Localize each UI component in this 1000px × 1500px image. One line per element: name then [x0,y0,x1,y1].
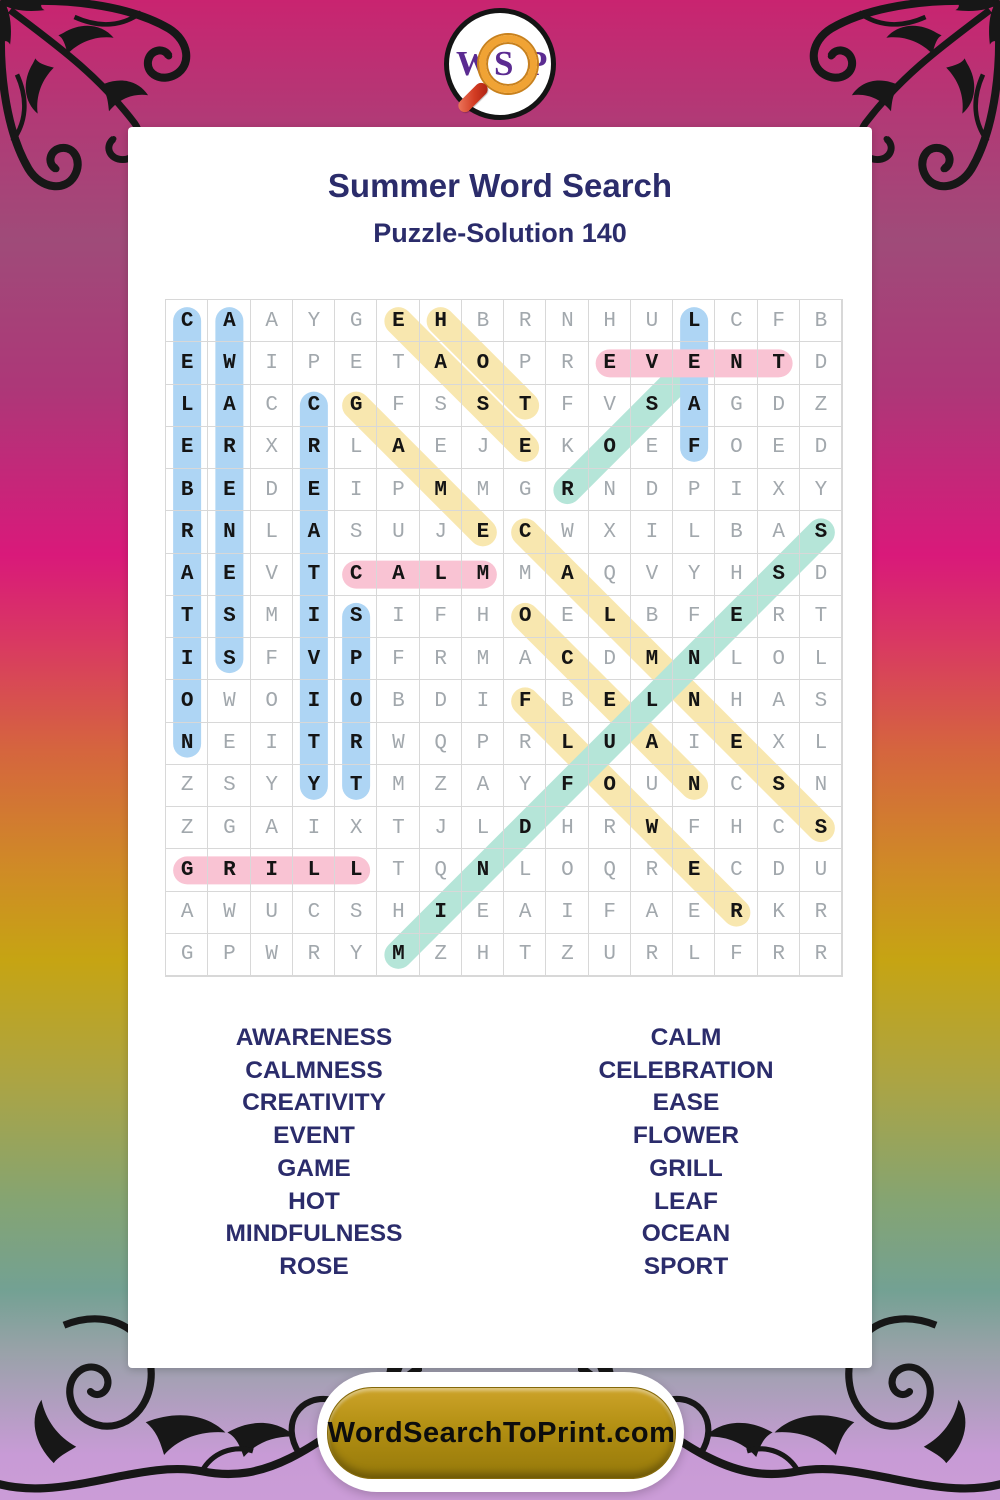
grid-cell: A [166,554,208,596]
word-list-item: EVENT [273,1122,355,1150]
grid-cell: A [251,807,293,849]
grid-cell: Z [546,934,588,976]
grid-cell: M [251,596,293,638]
grid-cell: T [293,554,335,596]
grid-cell: E [462,892,504,934]
grid-cell: S [420,385,462,427]
grid-cell: W [208,892,250,934]
grid-cell: A [631,892,673,934]
grid-cell: I [673,723,715,765]
grid-cell: E [377,300,419,342]
grid-cell: O [589,427,631,469]
word-list-item: GAME [277,1154,351,1182]
word-list-left-column [128,1022,500,1284]
grid-cell: A [546,554,588,596]
word-list-item: CALM [650,1024,722,1051]
grid-cell: F [420,596,462,638]
grid-cell: N [673,765,715,807]
grid-cell: Q [589,554,631,596]
grid-cell: E [335,342,377,384]
grid-cell: A [504,638,546,680]
grid-cell: M [420,469,462,511]
grid-cell: F [504,680,546,722]
grid-cell: I [462,680,504,722]
grid-cell: I [335,469,377,511]
grid-cell: R [715,892,757,934]
grid-cell: N [800,765,842,807]
grid-cell: T [377,342,419,384]
grid-cell: O [546,849,588,891]
grid-cell: C [715,300,757,342]
word-list-item: SPORT [643,1252,729,1280]
grid-cell: A [673,385,715,427]
grid-cell: A [208,385,250,427]
grid-cell: T [335,765,377,807]
grid-cell: F [251,638,293,680]
word-list-right-column [500,1022,872,1284]
grid-cell: F [377,638,419,680]
grid-cell: V [631,342,673,384]
grid-cell: T [504,385,546,427]
grid-cell: C [758,807,800,849]
grid-cell: C [715,849,757,891]
grid-cell: L [293,849,335,891]
grid-cell: N [462,849,504,891]
grid-cell: D [758,385,800,427]
magnifier-icon [479,35,537,93]
grid-cell: B [377,680,419,722]
grid-cell: S [800,807,842,849]
grid-cell: K [758,892,800,934]
grid-cell: F [546,385,588,427]
grid-cell: H [589,300,631,342]
grid-cell: R [546,342,588,384]
logo-letter-p: P [526,44,548,83]
grid-cell: I [715,469,757,511]
grid-cell: P [377,469,419,511]
grid-cell: R [504,723,546,765]
grid-cell: R [335,723,377,765]
grid-cell: K [546,427,588,469]
grid-cell: R [758,934,800,976]
grid-cell: X [758,723,800,765]
grid-cell: L [673,934,715,976]
grid-cell: N [589,469,631,511]
grid-cell: L [335,849,377,891]
grid-cell: M [462,638,504,680]
grid-cell: Q [420,723,462,765]
grid-cell: S [208,765,250,807]
grid-cell: B [631,596,673,638]
grid-cell: E [293,469,335,511]
word-list-item: ROSE [279,1252,349,1280]
grid-cell: M [462,469,504,511]
grid-cell: F [377,385,419,427]
grid-cell: S [462,385,504,427]
grid-cell: E [504,427,546,469]
grid-cell: I [546,892,588,934]
grid-cell: V [293,638,335,680]
grid-cell: Z [420,934,462,976]
grid-cell: G [166,934,208,976]
grid-cell: W [546,511,588,553]
grid-cell: C [293,385,335,427]
grid-cell: R [208,427,250,469]
grid-cell: B [462,300,504,342]
grid-cell: M [631,638,673,680]
website-link-label: WordSearchToPrint.com [327,1416,676,1449]
grid-cell: Z [800,385,842,427]
grid-cell: G [335,385,377,427]
grid-cell: I [251,723,293,765]
grid-cell: A [420,342,462,384]
grid-cell: B [715,511,757,553]
grid-cell: C [335,554,377,596]
grid-cell: L [800,723,842,765]
grid-cell: Z [166,765,208,807]
grid-cell: C [251,385,293,427]
grid-cell: W [208,680,250,722]
website-link-button[interactable] [317,1372,684,1492]
grid-cell: A [208,300,250,342]
grid-cell: M [377,765,419,807]
grid-cell: E [420,427,462,469]
grid-cell: H [377,892,419,934]
grid-cell: L [462,807,504,849]
grid-cell: V [631,554,673,596]
grid-cell: R [800,892,842,934]
website-link-button-face [327,1387,676,1479]
grid-cell: W [377,723,419,765]
grid-cell: L [673,511,715,553]
grid-cell: E [589,680,631,722]
grid-cell: A [166,892,208,934]
grid-cell: S [800,680,842,722]
grid-cell: U [589,723,631,765]
grid-cell: B [546,680,588,722]
grid-cell: W [251,934,293,976]
grid-cell: G [715,385,757,427]
grid-cell: D [800,554,842,596]
word-list-item: MINDFULNESS [225,1220,403,1248]
grid-cell: O [166,680,208,722]
grid-cell: L [631,680,673,722]
grid-cell: A [377,554,419,596]
grid-letters [166,300,842,976]
grid-cell: R [208,849,250,891]
grid-cell: Q [420,849,462,891]
grid-cell: Y [293,765,335,807]
word-list-item: LEAF [654,1187,718,1215]
grid-cell: H [715,680,757,722]
grid-cell: B [166,469,208,511]
grid-cell: J [462,427,504,469]
grid-cell: W [631,807,673,849]
grid-cell: F [673,807,715,849]
grid-cell: Z [420,765,462,807]
grid-cell: L [335,427,377,469]
grid-cell: G [335,300,377,342]
grid-cell: A [504,892,546,934]
grid-cell: O [715,427,757,469]
grid-cell: H [546,807,588,849]
grid-cell: M [462,554,504,596]
grid-cell: Y [335,934,377,976]
word-list-item: AWARENESS [235,1024,393,1051]
grid-cell: L [673,300,715,342]
page-title: Summer Word Search [327,167,673,204]
grid-cell: P [293,342,335,384]
grid-cell: T [758,342,800,384]
grid-cell: D [758,849,800,891]
grid-cell: P [673,469,715,511]
grid-cell: L [166,385,208,427]
grid-cell: F [715,934,757,976]
grid-cell: E [546,596,588,638]
logo-letter-s: S [494,44,514,83]
grid-cell: P [335,638,377,680]
grid-cell: C [293,892,335,934]
grid-cell: E [673,849,715,891]
grid-cell: G [504,469,546,511]
grid-cell: D [631,469,673,511]
grid-cell: I [293,680,335,722]
grid-cell: T [504,934,546,976]
grid-cell: U [377,511,419,553]
grid-cell: D [420,680,462,722]
grid-cell: F [589,892,631,934]
grid-cell: V [589,385,631,427]
grid-cell: C [504,511,546,553]
grid-cell: D [251,469,293,511]
grid-cell: C [715,765,757,807]
grid-cell: F [546,765,588,807]
grid-cell: S [208,638,250,680]
grid-cell: E [208,723,250,765]
grid-cell: P [208,934,250,976]
grid-cell: V [251,554,293,596]
word-list-item: EASE [652,1089,720,1117]
grid-cell: U [631,300,673,342]
grid-cell: O [462,342,504,384]
word-list-item: CELEBRATION [598,1056,774,1084]
grid-cell: L [546,723,588,765]
grid-cell: R [504,300,546,342]
word-search-grid [165,299,843,977]
grid-cell: R [631,934,673,976]
grid-cell: Y [504,765,546,807]
grid-cell: E [631,427,673,469]
grid-cell: I [631,511,673,553]
grid-cell: Y [673,554,715,596]
grid-cell: L [420,554,462,596]
grid-cell: H [420,300,462,342]
grid-cell: T [166,596,208,638]
puzzle-card [128,127,872,1368]
grid-cell: E [166,427,208,469]
grid-cell: F [673,596,715,638]
grid-cell: S [631,385,673,427]
grid-cell: G [166,849,208,891]
grid-cell: E [589,342,631,384]
grid-cell: E [208,469,250,511]
grid-cell: E [208,554,250,596]
grid-cell: R [758,596,800,638]
grid-cell: I [293,807,335,849]
grid-cell: C [166,300,208,342]
grid-cell: X [251,427,293,469]
grid-cell: P [462,723,504,765]
grid-cell: O [589,765,631,807]
grid-cell: N [715,342,757,384]
grid-cell: E [715,723,757,765]
grid-cell: L [715,638,757,680]
grid-cell: R [589,807,631,849]
grid-cell: O [251,680,293,722]
grid-cell: D [589,638,631,680]
grid-cell: N [673,680,715,722]
word-list-item: OCEAN [641,1220,731,1248]
grid-cell: Y [293,300,335,342]
grid-cell: E [166,342,208,384]
grid-cell: S [208,596,250,638]
brand-logo [444,8,556,120]
grid-cell: D [800,427,842,469]
grid-cell: J [420,807,462,849]
grid-cell: Y [800,469,842,511]
word-list-item: CREATIVITY [242,1089,386,1117]
grid-cell: P [504,342,546,384]
grid-cell: S [335,596,377,638]
grid-cell: I [420,892,462,934]
grid-cell: X [589,511,631,553]
puzzle-subtitle: Puzzle-Solution 140 [373,218,627,248]
grid-cell: A [462,765,504,807]
grid-cell: I [293,596,335,638]
grid-cell: S [758,765,800,807]
grid-cell: O [504,596,546,638]
word-list-item: HOT [288,1187,340,1215]
grid-cell: M [377,934,419,976]
grid-cell: I [251,342,293,384]
logo-letter-w: W [456,44,491,83]
grid-cell: S [800,511,842,553]
grid-cell: U [800,849,842,891]
grid-cell: R [631,849,673,891]
grid-cell: H [715,554,757,596]
grid-cell: A [758,680,800,722]
grid-cell: N [673,638,715,680]
grid-cell: E [715,596,757,638]
grid-cell: N [166,723,208,765]
grid-cell: W [208,342,250,384]
grid-cell: A [377,427,419,469]
word-list [128,1022,872,1284]
grid-cell: L [800,638,842,680]
grid-cell: H [462,934,504,976]
grid-cell: U [631,765,673,807]
grid-cell: F [758,300,800,342]
grid-cell: E [673,892,715,934]
grid-cell: D [504,807,546,849]
grid-cell: X [335,807,377,849]
grid-cell: E [462,511,504,553]
word-list-item: GRILL [649,1154,723,1182]
magnifier-handle-icon [456,80,491,115]
grid-cell: L [504,849,546,891]
word-list-item: FLOWER [632,1122,740,1150]
grid-cell: T [293,723,335,765]
grid-cell: H [462,596,504,638]
grid-cell: G [208,807,250,849]
grid-cell: T [377,807,419,849]
grid-cell: S [335,511,377,553]
grid-cell: F [673,427,715,469]
grid-cell: M [504,554,546,596]
grid-cell: O [758,638,800,680]
grid-cell: L [589,596,631,638]
grid-cell: E [673,342,715,384]
grid-cell: I [166,638,208,680]
grid-cell: A [758,511,800,553]
grid-cell: R [293,934,335,976]
grid-cell: S [758,554,800,596]
grid-cell: H [715,807,757,849]
grid-cell: L [251,511,293,553]
grid-cell: A [293,511,335,553]
grid-cell: T [377,849,419,891]
grid-cell: T [800,596,842,638]
grid-cell: U [589,934,631,976]
grid-cell: Q [589,849,631,891]
grid-cell: C [546,638,588,680]
grid-cell: I [377,596,419,638]
grid-cell: S [335,892,377,934]
grid-cell: E [758,427,800,469]
grid-cell: B [800,300,842,342]
grid-cell: R [293,427,335,469]
grid-cell: D [800,342,842,384]
grid-cell: X [758,469,800,511]
grid-cell: R [420,638,462,680]
grid-cell: R [546,469,588,511]
grid-cell: R [800,934,842,976]
grid-cell: Y [251,765,293,807]
grid-cell: J [420,511,462,553]
grid-cell: R [166,511,208,553]
grid-cell: A [251,300,293,342]
grid-cell: N [546,300,588,342]
grid-cell: U [251,892,293,934]
grid-cell: N [208,511,250,553]
grid-cell: O [335,680,377,722]
word-list-item: CALMNESS [245,1056,383,1084]
grid-cell: Z [166,807,208,849]
grid-cell: I [251,849,293,891]
grid-cell: A [631,723,673,765]
